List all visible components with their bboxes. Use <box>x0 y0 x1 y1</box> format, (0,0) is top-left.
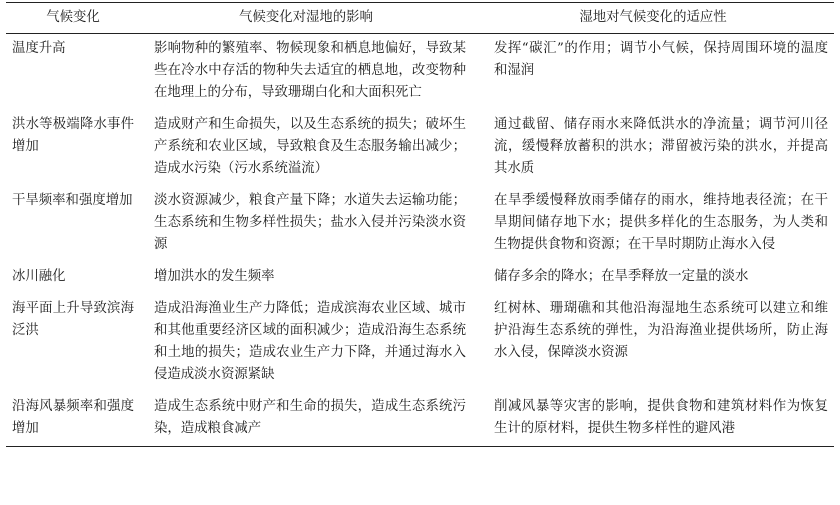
cell-impact: 淡水资源减少，粮食产量下降；水道失去运输功能；生态系统和生物多样性损失；盐水入侵并污染淡水资源 <box>154 193 466 252</box>
cell-adaptation: 在旱季缓慢释放雨季储存的雨水，维持地表径流；在干旱期间储存地下水；提供多样化的生态服务，为人类和生物提供食物和资源；在干旱时期防止海水入侵 <box>494 193 828 252</box>
header-climate-change: 气候变化 <box>6 3 140 34</box>
cell-adaptation: 通过截留、储存雨水来降低洪水的净流量；调节河川径流，缓慢释放蓄积的洪水；滞留被污染的洪水，并提高其水质 <box>494 117 828 176</box>
cell-impact: 造成财产和生命损失，以及生态系统的损失；破坏生产系统和农业区域，导致粮食及生态服务输出减少；造成水污染（污水系统溢流） <box>154 117 466 176</box>
cell-adaptation: 红树林、珊瑚礁和其他沿海湿地生态系统可以建立和维护沿海生态系统的弹性，为沿海渔业提供场所，防止海水入侵，保障淡水资源 <box>494 301 828 360</box>
table-row <box>6 294 834 392</box>
header-row <box>6 3 834 34</box>
cell-impact: 造成生态系统中财产和生命的损失，造成生态系统污染，造成粮食减产 <box>140 392 472 447</box>
table-row <box>6 110 834 186</box>
table-row <box>6 262 834 294</box>
cell-climate-change: 温度升高 <box>12 41 66 56</box>
cell-impact: 造成沿海渔业生产力降低；造成滨海农业区域、城市和其他重要经济区域的面积减少；造成沿海生态系统和土地的损失；造成农业生产力下降，并通过海水入侵造成淡水资源紧缺 <box>154 301 466 382</box>
table-header <box>6 3 834 34</box>
header-impact-on-wetlands: 气候变化对湿地的影响 <box>140 3 472 34</box>
cell-adaptation: 发挥“碳汇”的作用；调节小气候，保持周围环境的温度和湿润 <box>494 41 828 78</box>
cell-impact: 影响物种的繁殖率、物候现象和栖息地偏好，导致某些在冷水中存活的物种失去适宜的栖息地，改变物种在地理上的分布，导致珊瑚白化和大面积死亡 <box>154 41 466 100</box>
table-row <box>6 186 834 262</box>
cell-climate-change: 沿海风暴频率和强度增加 <box>6 392 140 447</box>
cell-climate-change: 冰川融化 <box>12 269 66 284</box>
cell-impact: 增加洪水的发生频率 <box>154 269 275 284</box>
header-wetland-adaptability: 湿地对气候变化的适应性 <box>472 3 834 34</box>
climate-wetland-table <box>6 2 834 447</box>
cell-climate-change: 干旱频率和强度增加 <box>12 193 133 208</box>
cell-adaptation: 储存多余的降水；在旱季释放一定量的淡水 <box>494 269 749 284</box>
cell-climate-change: 洪水等极端降水事件增加 <box>12 117 134 154</box>
table-row <box>6 392 834 447</box>
table-row <box>6 34 834 111</box>
table-body <box>6 34 834 447</box>
cell-adaptation: 削减风暴等灾害的影响，提供食物和建筑材料作为恢复生计的原材料，提供生物多样性的避风港 <box>472 392 834 447</box>
cell-climate-change: 海平面上升导致滨海泛洪 <box>12 301 134 338</box>
